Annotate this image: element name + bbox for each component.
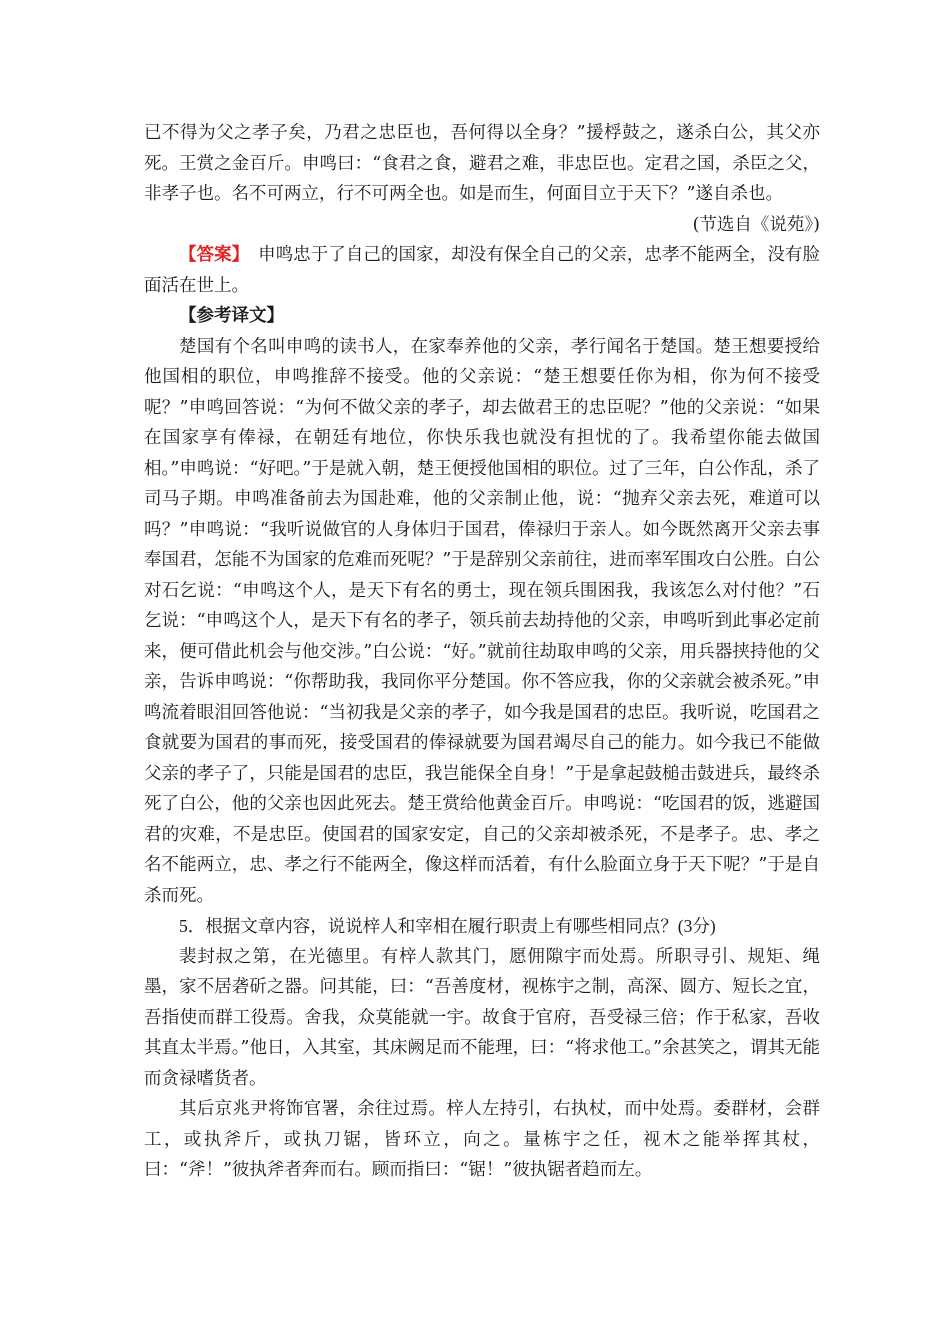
passage-ending: 已不得为父之孝子矣，乃君之忠臣也，吾何得以全身？”援桴鼓之，遂杀白公，其父亦死。王赏之金百斤。申鸣曰：“食君之食，避君之难，非忠臣也。定君之国，杀臣之父，非孝子也。名不可两立，行不可两全也。如是而生，何面目立于天下？”遂自杀也。 (144, 123, 820, 204)
question-5: 5．根据文章内容，说说梓人和宰相在履行职责上有哪些相同点？(3分) (179, 916, 716, 936)
passage5-paragraph-1: 裴封叔之第，在光德里。有梓人款其门，愿佣隙宇而处焉。所职寻引、规矩、绳墨，家不居砻斫之器。问其能，曰：“吾善度材，视栋宇之制，高深、圆方、短长之宜，吾指使而群工役焉。舍我，众莫能就一宇。故食于官府，吾受禄三倍；作于私家，吾收其直太半焉。”他日，入其室，其床阙足而不能理，曰：“将求他工。”余甚笑之，谓其无能而贪禄嗜货者。 (144, 946, 820, 1089)
passage5-paragraph-2: 其后京兆尹将饰官署，余往过焉。梓人左持引，右执杖，而中处焉。委群材，会群工，或执斧斤，或执刀锯，皆环立，向之。量栋宇之任，视木之能举挥其杖，曰：“斧！”彼执斧者奔而右。顾而指曰：“锯！”彼执锯者趋而左。 (144, 1099, 820, 1180)
source-citation: (节选自《说苑》) (692, 214, 820, 235)
answer-label: 【答案】 (179, 245, 241, 265)
translation-heading (144, 301, 820, 332)
translation-heading-label: 【参考译文】 (179, 306, 284, 326)
translation-paragraph: 楚国有个名叫申鸣的读书人，在家奉养他的父亲，孝行闻名于楚国。楚王想要授给他国相的职位，申鸣推辞不接受。他的父亲说：“楚王想要任你为相，你为何不接受呢？”申鸣回答说：“为何不做父亲的孝子，却去做君王的忠臣呢？”他的父亲说：“如果在国家享有俸禄，在朝廷有地位，你快乐我也就没有担忧的了。我希望你能去做国相。”申鸣说：“好吧。”于是就入朝，楚王便授他国相的职位。过了三年，白公作乱，杀了司马子期。申鸣准备前去为国赴难，他的父亲制止他，说：“抛弃父亲去死，难道可以吗？”申鸣说：“我听说做官的人身体归于国君，俸禄归于亲人。如今既然离开父亲去事奉国君，怎能不为国家的危难而死呢？”于是辞别父亲前往，进而率军围攻白公胜。白公对石乞说：“申鸣这个人，是天下有名的勇士，现在领兵围困我，我该怎么对付他？”石乞说：“申鸣这个人，是天下有名的孝子，领兵前去劫持他的父亲，申鸣听到此事必定前来，便可借此机会与他交涉。”白公说：“好。”就前往劫取申鸣的父亲，用兵器挟持他的父亲，告诉申鸣说：“你帮助我，我同你平分楚国。你不答应我，你的父亲就会被杀死。”申鸣流着眼泪回答他说：“当初我是父亲的孝子，如今我是国君的忠臣。我听说，吃国君之食就要为国君的事而死，接受国君的俸禄就要为国君竭尽自己的能力。如今我已不能做父亲的孝子了，只能是国君的忠臣，我岂能保全自身！”于是拿起鼓槌击鼓进兵，最终杀死了白公，他的父亲也因此死去。楚王赏给他黄金百斤。申鸣说：“吃国君的饭，逃避国君的灾难，不是忠臣。使国君的国家安定，自己的父亲却被杀死，不是孝子。忠、孝之名不能两立，忠、孝之行不能两全，像这样而活着，有什么脸面立身于天下呢？”于是自杀而死。 (144, 336, 820, 906)
answer-paragraph (144, 240, 820, 301)
answer-text: 申鸣忠于了自己的国家，却没有保全自己的父亲，忠孝不能两全，没有脸面活在世上。 (144, 245, 820, 296)
document-body (144, 118, 820, 1186)
